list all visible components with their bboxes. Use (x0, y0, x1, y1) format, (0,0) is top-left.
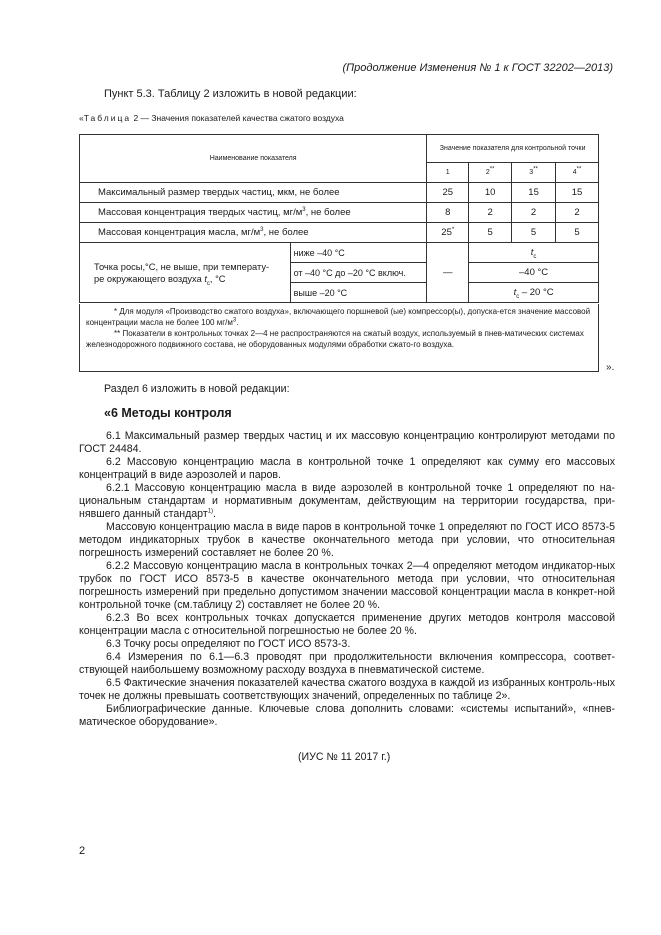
point-header: 2** (469, 163, 512, 183)
cell-value: 25* (427, 223, 469, 243)
paragraph-6-4: 6.4 Измерения по 6.1—6.3 проводят при продолжительности включения компрессора, соответ-ствующей наибольшему возможному расходу воздуха в пневматической системе. (79, 651, 615, 676)
dew-value: $t_c - 20$ °С (469, 283, 599, 303)
dew-condition: от –40 °С до –20 °С включ. (290, 263, 427, 283)
body-text (79, 430, 615, 729)
dew-value: –40 °С (469, 263, 599, 283)
section6-intro: Раздел 6 изложить в новой редакции: (104, 383, 290, 395)
table-row (80, 223, 599, 243)
paragraph-6-3: 6.3 Точку росы определяют по ГОСТ ИСО 8573-3. (106, 638, 351, 650)
caption-quote: « (79, 113, 84, 123)
paragraph-6-2: 6.2 Массовую концентрацию масла в контрольной точке 1 определяют как сумму его массовых концентраций в виде аэрозолей и паров. (79, 456, 615, 481)
continuation-header: (Продолжение Изменения № 1 к ГОСТ 32202—2013) (342, 62, 613, 74)
cell-value: 10 (469, 183, 512, 203)
cell-value: 15 (512, 183, 556, 203)
table-row (80, 183, 599, 203)
table-header-row (80, 135, 599, 163)
cell-value: 5 (512, 223, 556, 243)
paragraph-bibliography: Библиографические данные. Ключевые слова дополнить словами: «системы испытаний», «пнев-матическое оборудование». (79, 703, 615, 728)
paragraph-6-2-1-b: Массовую концентрацию масла в виде паров в контрольной точке 1 определяют по ГОСТ ИСО 8573-5 методом индикаторных трубок в качестве окончательного метода при условии, что относительная погрешность измерений составляет не более 20 %. (79, 521, 615, 559)
point-header: 4** (556, 163, 599, 183)
point-header: 3** (512, 163, 556, 183)
point-header: 1 (427, 163, 469, 183)
caption-number: 2 (133, 113, 139, 123)
ius-reference: (ИУС № 11 2017 г.) (298, 751, 391, 763)
dew-condition: выше –20 °С (290, 283, 427, 303)
caption-title: — Значения показателей качества сжатого воздуха (138, 113, 344, 123)
row-name: Массовая концентрация твердых частиц, $мг/м^3$, не более (80, 203, 427, 223)
table-caption (79, 113, 344, 123)
footnote-2: ** Показатели в контрольных точках 2—4 не распространяются на сжатый воздух, используемый в пнев-матических системах железнодорожного подвижного состава, не оборудованных модулями обработки сжато-го воздуха. (86, 329, 584, 349)
caption-label: Таблица (83, 113, 132, 123)
footnote-1: * Для модуля «Производство сжатого воздуха», включающего поршневой (ые) компрессор(ы), допуска-ется значение массовой концентрации масла не более 100 $мг/м^3$. (86, 307, 591, 327)
end-quote: ». (606, 362, 615, 373)
dew-value: $t_c$ (469, 243, 599, 263)
cell-value: 25 (427, 183, 469, 203)
paragraph-6-2-3: 6.2.3 Во всех контрольных точках допускается применение других методов контроля массовой концентрации масла с относительной погрешностью не более 20 %. (79, 612, 615, 637)
dew-condition: ниже –40 °С (290, 243, 427, 263)
cell-value: 5 (556, 223, 599, 243)
dew-point-name: Точка росы,°С, не выше, при температу- ре окружающего воздуха $t_c$, °С (80, 243, 291, 303)
paragraph-6-5: 6.5 Фактические значения показателей качества сжатого воздуха в каждой из избранных контроль-ных точек не должны превышать соответствующих значений, определенных по таблице 2». (79, 677, 615, 702)
dew-point1-dash: — (427, 243, 469, 303)
intro-text: Пункт 5.3. Таблицу 2 изложить в новой редакции: (104, 88, 357, 100)
row-name: Максимальный размер твердых частиц, мкм, не более (80, 183, 427, 203)
cell-value: 8 (427, 203, 469, 223)
cell-value: 2 (469, 203, 512, 223)
cell-value: 15 (556, 183, 599, 203)
dew-row (80, 243, 599, 263)
table-footnotes (79, 304, 599, 372)
cell-value: 2 (556, 203, 599, 223)
paragraph-6-2-1: 6.2.1 Массовую концентрацию масла в виде аэрозолей в контрольной точке 1 определяют по на-циональным стандартам и нормативным документам, действующим на территории государства, при-нявшего данный стандарт$^{1)}$. (79, 482, 615, 520)
section-heading: «6 Методы контроля (104, 406, 232, 420)
cell-value: 5 (469, 223, 512, 243)
table-row (80, 203, 599, 223)
paragraph-6-2-2: 6.2.2 Массовую концентрацию масла в контрольных точках 2—4 определяют методом индикатор-ных трубок по ГОСТ ИСО 8573-5 в качестве окончательного метода при условии, что относительная погрешность измерений при предельно допустимом значении массовой концентрации масла в конкрет-ной контрольной точке (см.таблицу 2) составляет не более 20 %. (79, 560, 615, 611)
quality-table (79, 134, 599, 303)
page-number: 2 (79, 845, 86, 857)
row-name: Массовая концентрация масла, $мг/м^3$, не более (80, 223, 427, 243)
paragraph-6-1: 6.1 Максимальный размер твердых частиц и их массовую концентрацию контролируют методами по ГОСТ 24484. (79, 430, 615, 455)
cell-value: 2 (512, 203, 556, 223)
col-group-header: Значение показателя для контрольной точки (427, 135, 599, 163)
col-name-header: Наименование показателя (80, 135, 427, 183)
